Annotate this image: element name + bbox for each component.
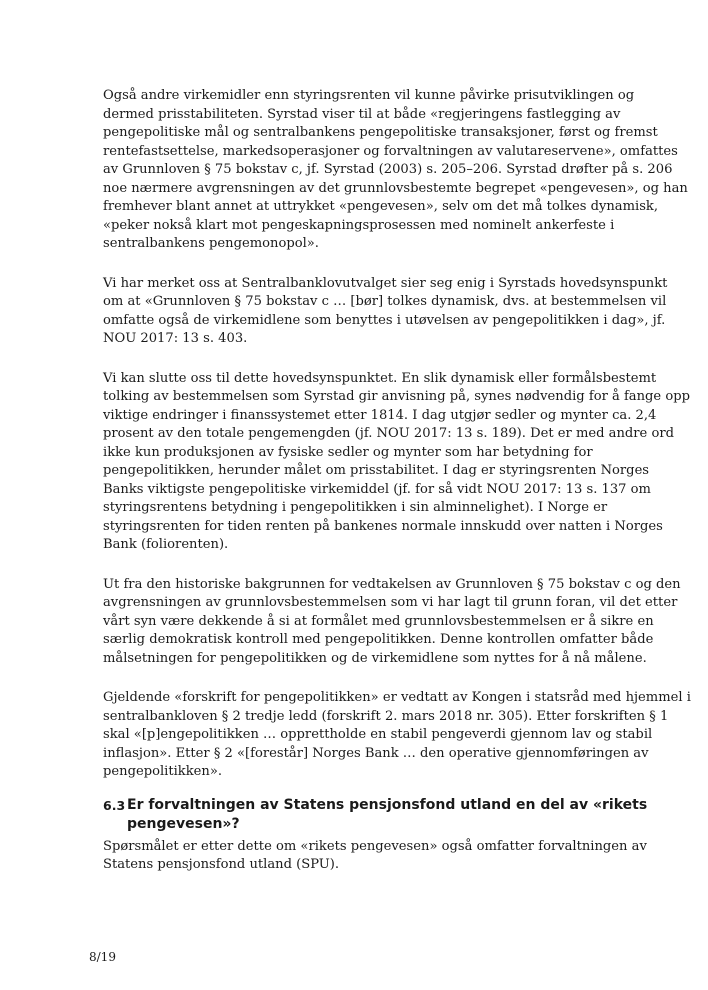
paragraph-2 — [103, 275, 668, 349]
text-line: pengepolitikken». — [103, 764, 223, 779]
closing-paragraph — [103, 838, 647, 875]
text-line: noe nærmere avgrensningen av det grunnlovsbestemte begrepet «pengevesen», og han — [103, 180, 688, 196]
paragraph-1 — [103, 87, 688, 254]
paragraph-4 — [103, 576, 681, 669]
text-line: særlig demokratisk kontroll med pengepolitikken. Denne kontrollen omfatter både — [103, 632, 654, 647]
text-line: Spørsmålet er etter dette om «rikets pengevesen» også omfatter forvaltningen av — [103, 838, 647, 854]
text-line: Banks viktigste pengepolitiske virkemiddel (jf. for så vidt NOU 2017: 13 s. 137 om — [103, 481, 651, 497]
text-line: «peker nokså klart mot pengeskapningsprosessen med nominelt ankerfeste i — [103, 217, 615, 233]
text-line: styringsrenten for tiden renten på bankenes normale innskudd over natten i Norges — [103, 518, 663, 534]
text-line: sentralbankens pengemonopol». — [103, 236, 319, 251]
text-line: ikke kun produksjonen av fysiske sedler og mynter som har betydning for — [103, 444, 593, 460]
paragraph-3 — [103, 370, 690, 555]
text-line: sentralbankloven § 2 tredje ledd (forskrift 2. mars 2018 nr. 305). Etter forskriften § 1 — [103, 708, 669, 724]
text-line: Vi kan slutte oss til dette hovedsynspunktet. En slik dynamisk eller formålsbestemt — [103, 370, 657, 386]
text-line: målsetningen for pengepolitikken og de virkemidlene som nyttes for å nå målene. — [103, 650, 647, 666]
text-line: pengepolitikken, herunder målet om prisstabilitet. I dag er styringsrenten Norges — [103, 463, 650, 478]
page-number: 8/19 — [89, 950, 116, 964]
page-body — [103, 87, 691, 896]
text-line: skal «[p]engepolitikken … opprettholde en stabil pengeverdi gjennom lav og stabil — [103, 727, 653, 742]
text-line: omfatte også de virkemidlene som benyttes i utøvelsen av pengepolitikken i dag», jf. — [103, 312, 666, 328]
section-title — [127, 796, 647, 834]
heading-line: pengevesen»? — [127, 815, 240, 832]
text-line: av Grunnloven § 75 bokstav c, jf. Syrstad (2003) s. 205–206. Syrstad drøfter på s. 206 — [103, 162, 673, 177]
text-line: styringsrentens betydning i pengepolitikken i sin alminnelighet). I Norge er — [103, 500, 608, 515]
text-line: om at «Grunnloven § 75 bokstav c … [bør] tolkes dynamisk, dvs. at bestemmelsen vil — [103, 294, 667, 309]
text-line: tolking av bestemmelsen som Syrstad gir anvisning på, synes nødvendig for å fange opp — [103, 389, 690, 404]
text-line: NOU 2017: 13 s. 403. — [103, 331, 248, 346]
text-line: Også andre virkemidler enn styringsrenten vil kunne påvirke prisutviklingen og — [103, 88, 635, 103]
text-line: Ut fra den historiske bakgrunnen for vedtakelsen av Grunnloven § 75 bokstav c og den — [103, 576, 681, 592]
text-line: inflasjon». Etter § 2 «[forestår] Norges Bank … den operative gjennomføringen av — [103, 745, 649, 761]
section-heading — [103, 796, 648, 834]
text-line: dermed prisstabiliteten. Syrstad viser til at både «regjeringens fastlegging av — [103, 106, 621, 122]
text-line: Gjeldende «forskrift for pengepolitikken» er vedtatt av Kongen i statsråd med hjemmel i — [103, 690, 691, 705]
text-line: avgrensningen av grunnlovsbestemmelsen som vi har lagt til grunn foran, vil det etter — [103, 595, 678, 610]
text-line: rentefastsettelse, markedsoperasjoner og forvaltningen av valutareservene», omfattes — [103, 143, 678, 159]
text-line: Statens pensjonsfond utland (SPU). — [103, 857, 340, 872]
text-line: Vi har merket oss at Sentralbanklovutvalget sier seg enig i Syrstads hovedsynspunkt — [103, 275, 668, 291]
text-line: fremhever blant annet at uttrykket «pengevesen», selv om det må tolkes dynamisk, — [103, 199, 659, 214]
text-line: viktige endringer i finanssystemet etter 1814. I dag utgjør sedler og mynter ca. 2,4 — [103, 407, 657, 423]
paragraph-5 — [103, 689, 691, 782]
text-line: vårt syn være dekkende å si at formålet med grunnlovsbestemmelsen er å sikre en — [103, 613, 654, 629]
text-line: Bank (foliorenten). — [103, 537, 229, 552]
heading-line: Er forvaltningen av Statens pensjonsfond utland en del av «rikets — [127, 796, 648, 813]
text-line: prosent av den totale pengemengden (jf. NOU 2017: 13 s. 189). Det er med andre ord — [103, 426, 674, 441]
text-line: pengepolitiske mål og sentralbankens pengepolitiske transaksjoner, først og fremst — [103, 125, 658, 140]
section-number: 6.3 — [103, 797, 126, 813]
